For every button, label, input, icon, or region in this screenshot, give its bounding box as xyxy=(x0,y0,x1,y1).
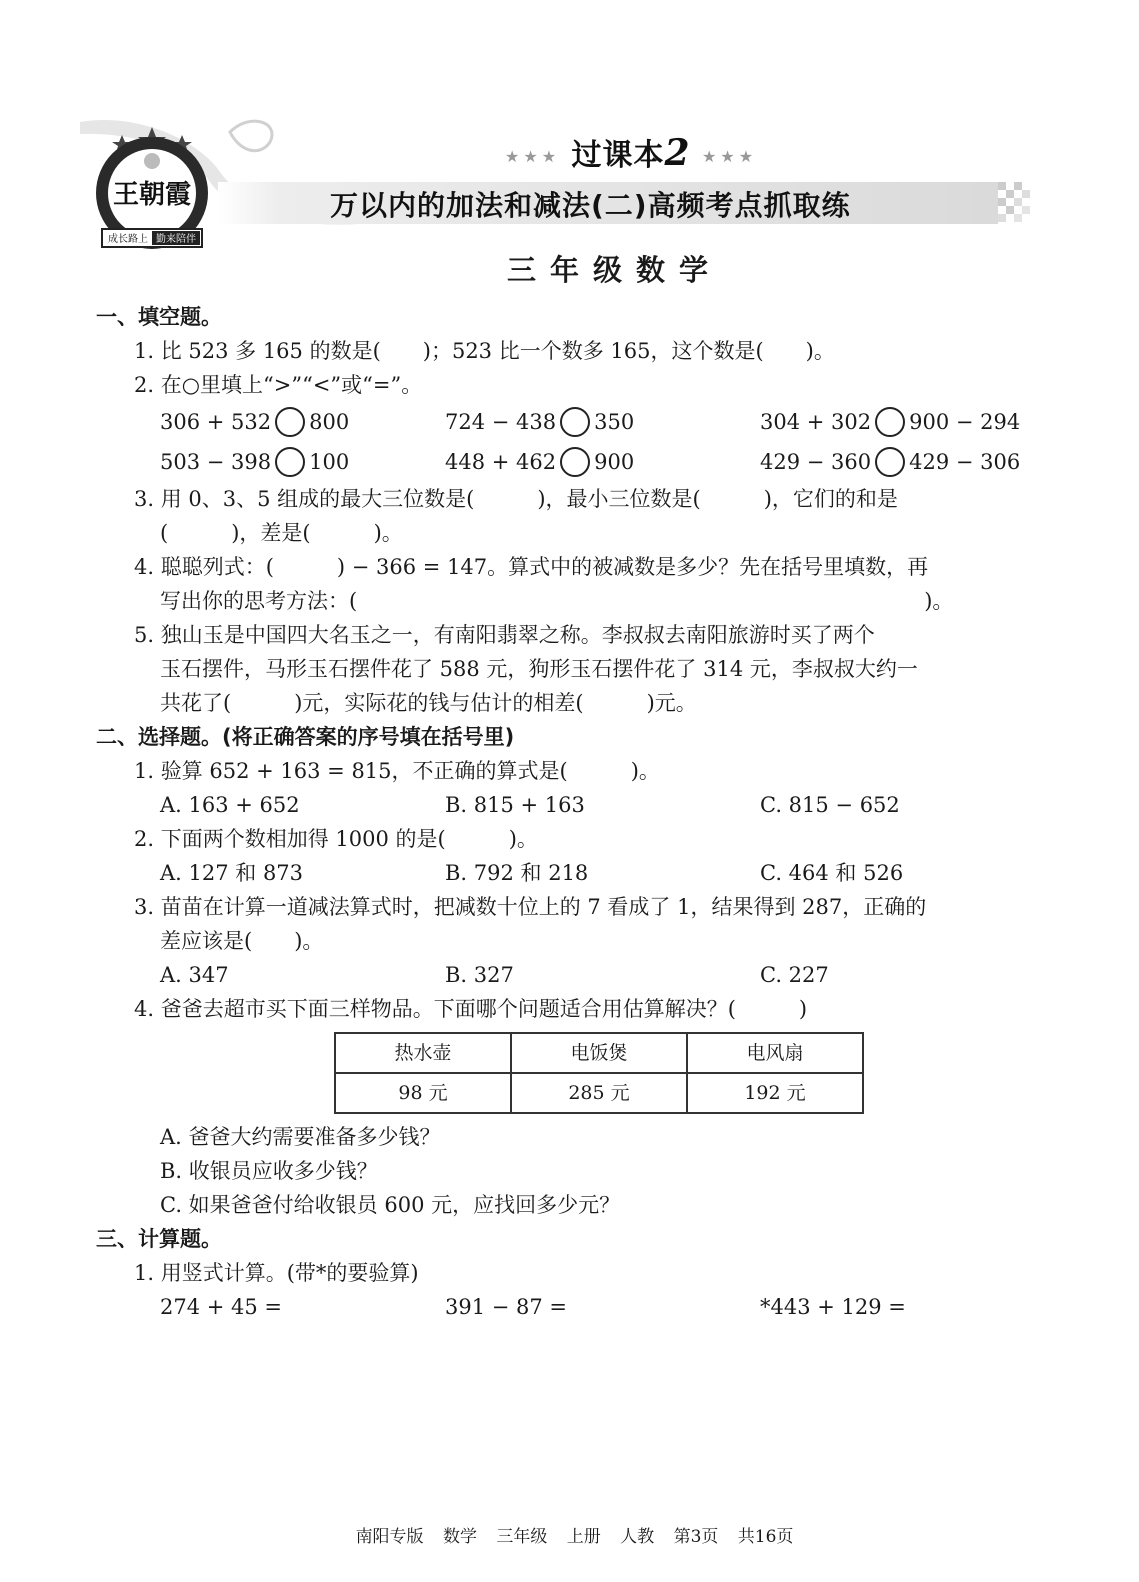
compare-item: 448 + 462 900 xyxy=(445,442,634,482)
compare-row-2 xyxy=(96,442,1046,482)
table-header-cell: 电饭煲 xyxy=(511,1033,687,1073)
question-2-1: 1. 验算 652 + 163 = 815，不正确的算式是( )。 xyxy=(134,759,660,783)
calc-expression: 391 − 87 = xyxy=(445,1295,568,1319)
answer-circle[interactable] xyxy=(275,447,305,477)
option-c[interactable]: C. 227 xyxy=(760,963,829,987)
question-1-5-cont-2: 共花了( )元，实际花的钱与估计的相差( )元。 xyxy=(160,691,697,715)
option-c[interactable]: C. 815 − 652 xyxy=(760,793,900,817)
options-2-1 xyxy=(96,788,1046,822)
answer-circle[interactable] xyxy=(560,447,590,477)
table-header-cell: 热水壶 xyxy=(335,1033,511,1073)
question-1-5-cont-1: 玉石摆件，马形玉石摆件花了 588 元，狗形玉石摆件花了 314 元，李叔叔大约一 xyxy=(160,657,918,681)
option-a[interactable]: A. 163 + 652 xyxy=(160,793,300,817)
brand-number: 2 xyxy=(664,132,691,174)
compare-item: 429 − 360 429 − 306 xyxy=(760,442,1020,482)
option-c[interactable]: C. 如果爸爸付给收银员 600 元，应找回多少元？ xyxy=(160,1193,621,1217)
question-2-3: 3. 苗苗在计算一道减法算式时，把减数十位上的 7 看成了 1，结果得到 287，正确的 xyxy=(134,895,927,919)
table-row xyxy=(335,1073,863,1113)
page-footer: 南阳专版 数学 三年级 上册 人教 第3页 共16页 xyxy=(355,1527,794,1547)
main-title: 万以内的加法和减法(二)高频考点抓取练 xyxy=(330,189,851,222)
compare-item: 306 + 532 800 xyxy=(160,402,349,442)
table-cell: 98 元 xyxy=(335,1073,511,1113)
compare-item: 724 − 438 350 xyxy=(445,402,634,442)
calc-expression: *443 + 129 = xyxy=(760,1295,906,1319)
compare-item: 503 − 398 100 xyxy=(160,442,349,482)
option-a[interactable]: A. 347 xyxy=(160,963,229,987)
stars-right: ★★★ xyxy=(702,147,758,166)
calc-row xyxy=(96,1290,1046,1324)
stars-left: ★★★ xyxy=(505,147,561,166)
price-table xyxy=(334,1032,864,1114)
question-3-1: 1. 用竖式计算。(带*的要验算) xyxy=(134,1261,419,1285)
table-header-cell: 电风扇 xyxy=(687,1033,863,1073)
option-a[interactable]: A. 127 和 873 xyxy=(160,861,304,885)
table-header-row xyxy=(335,1033,863,1073)
section-choice-title: 二、选择题。(将正确答案的序号填在括号里) xyxy=(96,725,515,749)
page-header xyxy=(0,0,1139,300)
option-b[interactable]: B. 792 和 218 xyxy=(445,861,589,885)
answer-circle[interactable] xyxy=(560,407,590,437)
option-a[interactable]: A. 爸爸大约需要准备多少钱？ xyxy=(160,1125,441,1149)
worksheet-content xyxy=(96,300,1046,1324)
question-1-1: 1. 比 523 多 165 的数是( )；523 比一个数多 165，这个数是( )。 xyxy=(134,339,835,363)
question-1-2: 2. 在○里填上“>”“<”或“=”。 xyxy=(134,373,423,397)
brand-line xyxy=(505,130,757,174)
logo-name-text: 王朝霞 xyxy=(112,180,192,210)
option-c[interactable]: C. 464 和 526 xyxy=(760,861,904,885)
option-b[interactable]: B. 815 + 163 xyxy=(445,793,585,817)
question-1-4-cont: 写出你的思考方法：( )。 xyxy=(160,589,954,613)
options-2-3 xyxy=(96,958,1046,992)
answer-circle[interactable] xyxy=(875,447,905,477)
svg-text:成长路上: 成长路上 xyxy=(108,234,148,245)
options-2-2 xyxy=(96,856,1046,890)
answer-circle[interactable] xyxy=(275,407,305,437)
table-cell: 192 元 xyxy=(687,1073,863,1113)
question-1-4: 4. 聪聪列式：( ) − 366 = 147。算式中的被减数是多少？先在括号里填数，再 xyxy=(134,555,929,579)
svg-text:勤来陪伴: 勤来陪伴 xyxy=(156,234,196,245)
grade-title: 三年级数学 xyxy=(506,253,722,287)
question-2-2: 2. 下面两个数相加得 1000 的是( )。 xyxy=(134,827,538,851)
question-1-3-cont: ( )，差是( )。 xyxy=(160,521,403,545)
table-cell: 285 元 xyxy=(511,1073,687,1113)
option-b[interactable]: B. 收银员应收多少钱？ xyxy=(160,1159,378,1183)
section-fill-blank-title: 一、填空题。 xyxy=(96,305,222,329)
brand-logo xyxy=(88,125,216,253)
option-b[interactable]: B. 327 xyxy=(445,963,514,987)
question-1-3: 3. 用 0、3、5 组成的最大三位数是( )，最小三位数是( )，它们的和是 xyxy=(134,487,898,511)
question-1-5: 5. 独山玉是中国四大名玉之一，有南阳翡翠之称。李叔叔去南阳旅游时买了两个 xyxy=(134,623,875,647)
answer-circle[interactable] xyxy=(875,407,905,437)
calc-expression: 274 + 45 = xyxy=(160,1295,283,1319)
compare-item: 304 + 302 900 − 294 xyxy=(760,402,1020,442)
section-calc-title: 三、计算题。 xyxy=(96,1227,222,1251)
question-2-3-cont: 差应该是( )。 xyxy=(160,929,324,953)
brand-text: 过课本 xyxy=(571,138,665,173)
question-2-4: 4. 爸爸去超市买下面三样物品。下面哪个问题适合用估算解决？( ) xyxy=(134,997,808,1021)
checker-decoration xyxy=(998,182,1038,224)
compare-row-1 xyxy=(96,402,1046,442)
